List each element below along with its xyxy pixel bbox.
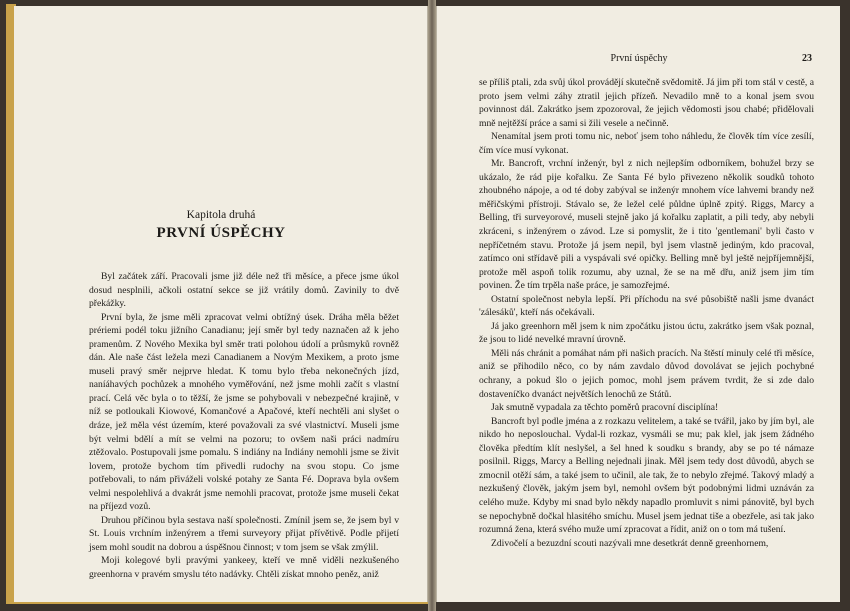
book-gutter <box>428 0 436 611</box>
chapter-label: Kapitola druhá <box>186 209 256 221</box>
right-page-text <box>479 76 814 550</box>
paragraph: Mr. Bancroft, vrchní inženýr, byl z nich nejlepším odborníkem, bohužel brzy se ukázalo, že rád pije kořalku. Ze Santa Fé bylo přivezeno několik soudků tohoto zhoubného nápoje, a od té doby zabýval se inženýr mnohem více lahvemi brandy než měřičskými přístroji. Stávalo se, že ležel celé půldne úplně zpitý. Riggs, Marcy a Belling, tři surveyorové, museli stejně jako já kořalku zaplatit, a pili tedy, aby nebyli zkráceni, s inženýrem o závod. Lze si pomyslit, že i tito 'gentlemani' byli často v nepříčetném stavu. Protože já jsem nepil, byl jsem vlastně jediným, kdo pracoval, zatímco oni střídavě pili a vyspávali své opičky. Belling mně byl ještě nejpříjemnější, protože měl aspoň tolik rozumu, aby uznal, že se na mě dřu, aniž jsem jim tím povinen. Že tím trpěla naše práce, je samozřejmé. <box>479 158 814 292</box>
running-head: První úspěchy <box>610 53 668 64</box>
left-page <box>14 6 428 602</box>
paragraph: Druhou příčinou byla sestava naší společnosti. Zmínil jsem se, že jsem byl v St. Louis vrchním inženýrem a třemi surveyory přijat přívětivě. Podle přijetí jsem mohl soudit na dobrou a úspěšnou činnost; v tom jsem se však zmýlil. <box>89 514 399 553</box>
paragraph: První byla, že jsme měli zpracovat velmi obtížný úsek. Dráha měla běžet prériemi podél toku jižního Canadianu; její směr byl tedy naznačen až k jeho pramenům. Z Nového Mexika byl směr trati polohou údolí a průsmyků rovněž dán. Ale naše část ležela mezi Canadianem a Novým Mexikem, a proto jsme museli pravý směr nejprve hledat. K tomu bylo třeba nekonečných jízd, naníáhavých pochůzek a mnohého vyměřování, než jsme mohli začít s vlastní prací. Celá věc byla o to těžší, že jsme se pohybovali v nebezpečné krajině, v níž se potloukali Kiowové, Komančové a Apačové, kteří nechtěli ani slyšet o dráze, jež měla vést územím, které považovali za své vlastnictví. Museli jsme být velmi bdělí a mít se velmi na pozoru; to ovšem naši práci nadmíru ztěžovalo. Postupovali jsme pomalu. S indiány na Indiány nemohli jsme se živit lovem, protože bychom tím přivedli rudochy na svou stopu. Co jsme potřebovali, to nám přiváželi volské potahy ze Santa Fé. Doprava byla ovšem velmi nespolehlivá a dvakrát jsme nemohli pracovat, protože jsme museli čekat na příjezd vozů. <box>89 311 399 513</box>
chapter-title: PRVNÍ ÚSPĚCHY <box>156 225 286 241</box>
paragraph: Ostatní společnost nebyla lepší. Při příchodu na své působiště našli jsme dvanáct 'zálesáků', kteří nás očekávali. <box>479 293 814 319</box>
paragraph: Já jako greenhorn měl jsem k nim zpočátku jistou úctu, zakrátko jsem však poznal, že jsou to lidé nevelké mravní úrovně. <box>479 320 814 346</box>
paragraph: Zdivočelí a bezuzdní scouti nazývali mne desetkrát denně greenhornem, <box>491 537 769 549</box>
paragraph: Jak smutně vypadala za těchto poměrů pracovní disciplína! <box>491 402 719 414</box>
paragraph: Bancroft byl podle jména a z rozkazu velitelem, a také se tvářil, jako by jím byl, ale nikdo ho neposlouchal. Vydal-li rozkaz, vysmáli se mu; pak klel, jak jsem žádného člověka předtím klít neslyšel, a šel hned k soudku s brandy, aby se po té námaze posilnil. Riggs, Marcy a Belling nejednali jinak. Měl jsem tedy dost důvodů, abych se zmocnil otěží sám, a také jsem to učinil, ale tak, že to nebylo zřejmé. Takový mladý a nezkušený člověk, jakým jsem byl, nemohl ovšem být podobnými lidmi uznáván za celého muže. Kdyby mi snad bylo někdy napadlo promluvit s nimi pánovitě, byl bych se nepochybně dočkal hlasitého smíchu. Musel jsem jednat tiše a obezřele, asi tak jako rozumná žena, která svého muže umí zpracovat a řídit, aniž on o tom má tušení. <box>479 415 814 536</box>
paragraph: Byl začátek září. Pracovali jsme již déle než tři měsíce, a přece jsme úkol dosud nesplnili, ačkoli ostatní sekce se již vrátily domů. Zavinily to dvě překážky. <box>89 271 399 310</box>
left-page-text <box>89 270 399 582</box>
page-number: 23 <box>802 53 812 64</box>
paragraph: Nenamítal jsem proti tomu nic, neboť jsem toho náhledu, že člověk tím více zesílí, čím více musí vykonat. <box>479 131 814 156</box>
paragraph: se příliš ptali, zda svůj úkol provádějí skutečně svědomitě. Já jim při tom stál v cestě, a proto jsem velmi záhy ztratil jejich přízeň. Nevadilo mně to a konal jsem svou povinnost dál. Zakrátko jsem zpozoroval, že jejich vědomosti jsou chabé; přidělovali mně nejtěžší práce a sami si žili vesele a nečinně. <box>479 77 814 129</box>
right-page <box>436 6 840 602</box>
paragraph: Moji kolegové byli pravými yankeey, kteří ve mně viděli nezkušeného greenhorna v pravém smyslu této nadávky. Chtěli získat mnoho peněz, aniž <box>89 555 399 581</box>
paragraph: Měli nás chránit a pomáhat nám při našich pracích. Na štěstí minuly celé tři měsíce, aniž se přihodilo něco, co by nám zavdalo důvod dovolávat se jejich pochybné ochrany, a pokud šlo o jejich pomoc, mohl jsem právem tvrdit, že si zde dalo dostaveníčko dvanáct největších lenochů ze Států. <box>479 347 814 400</box>
